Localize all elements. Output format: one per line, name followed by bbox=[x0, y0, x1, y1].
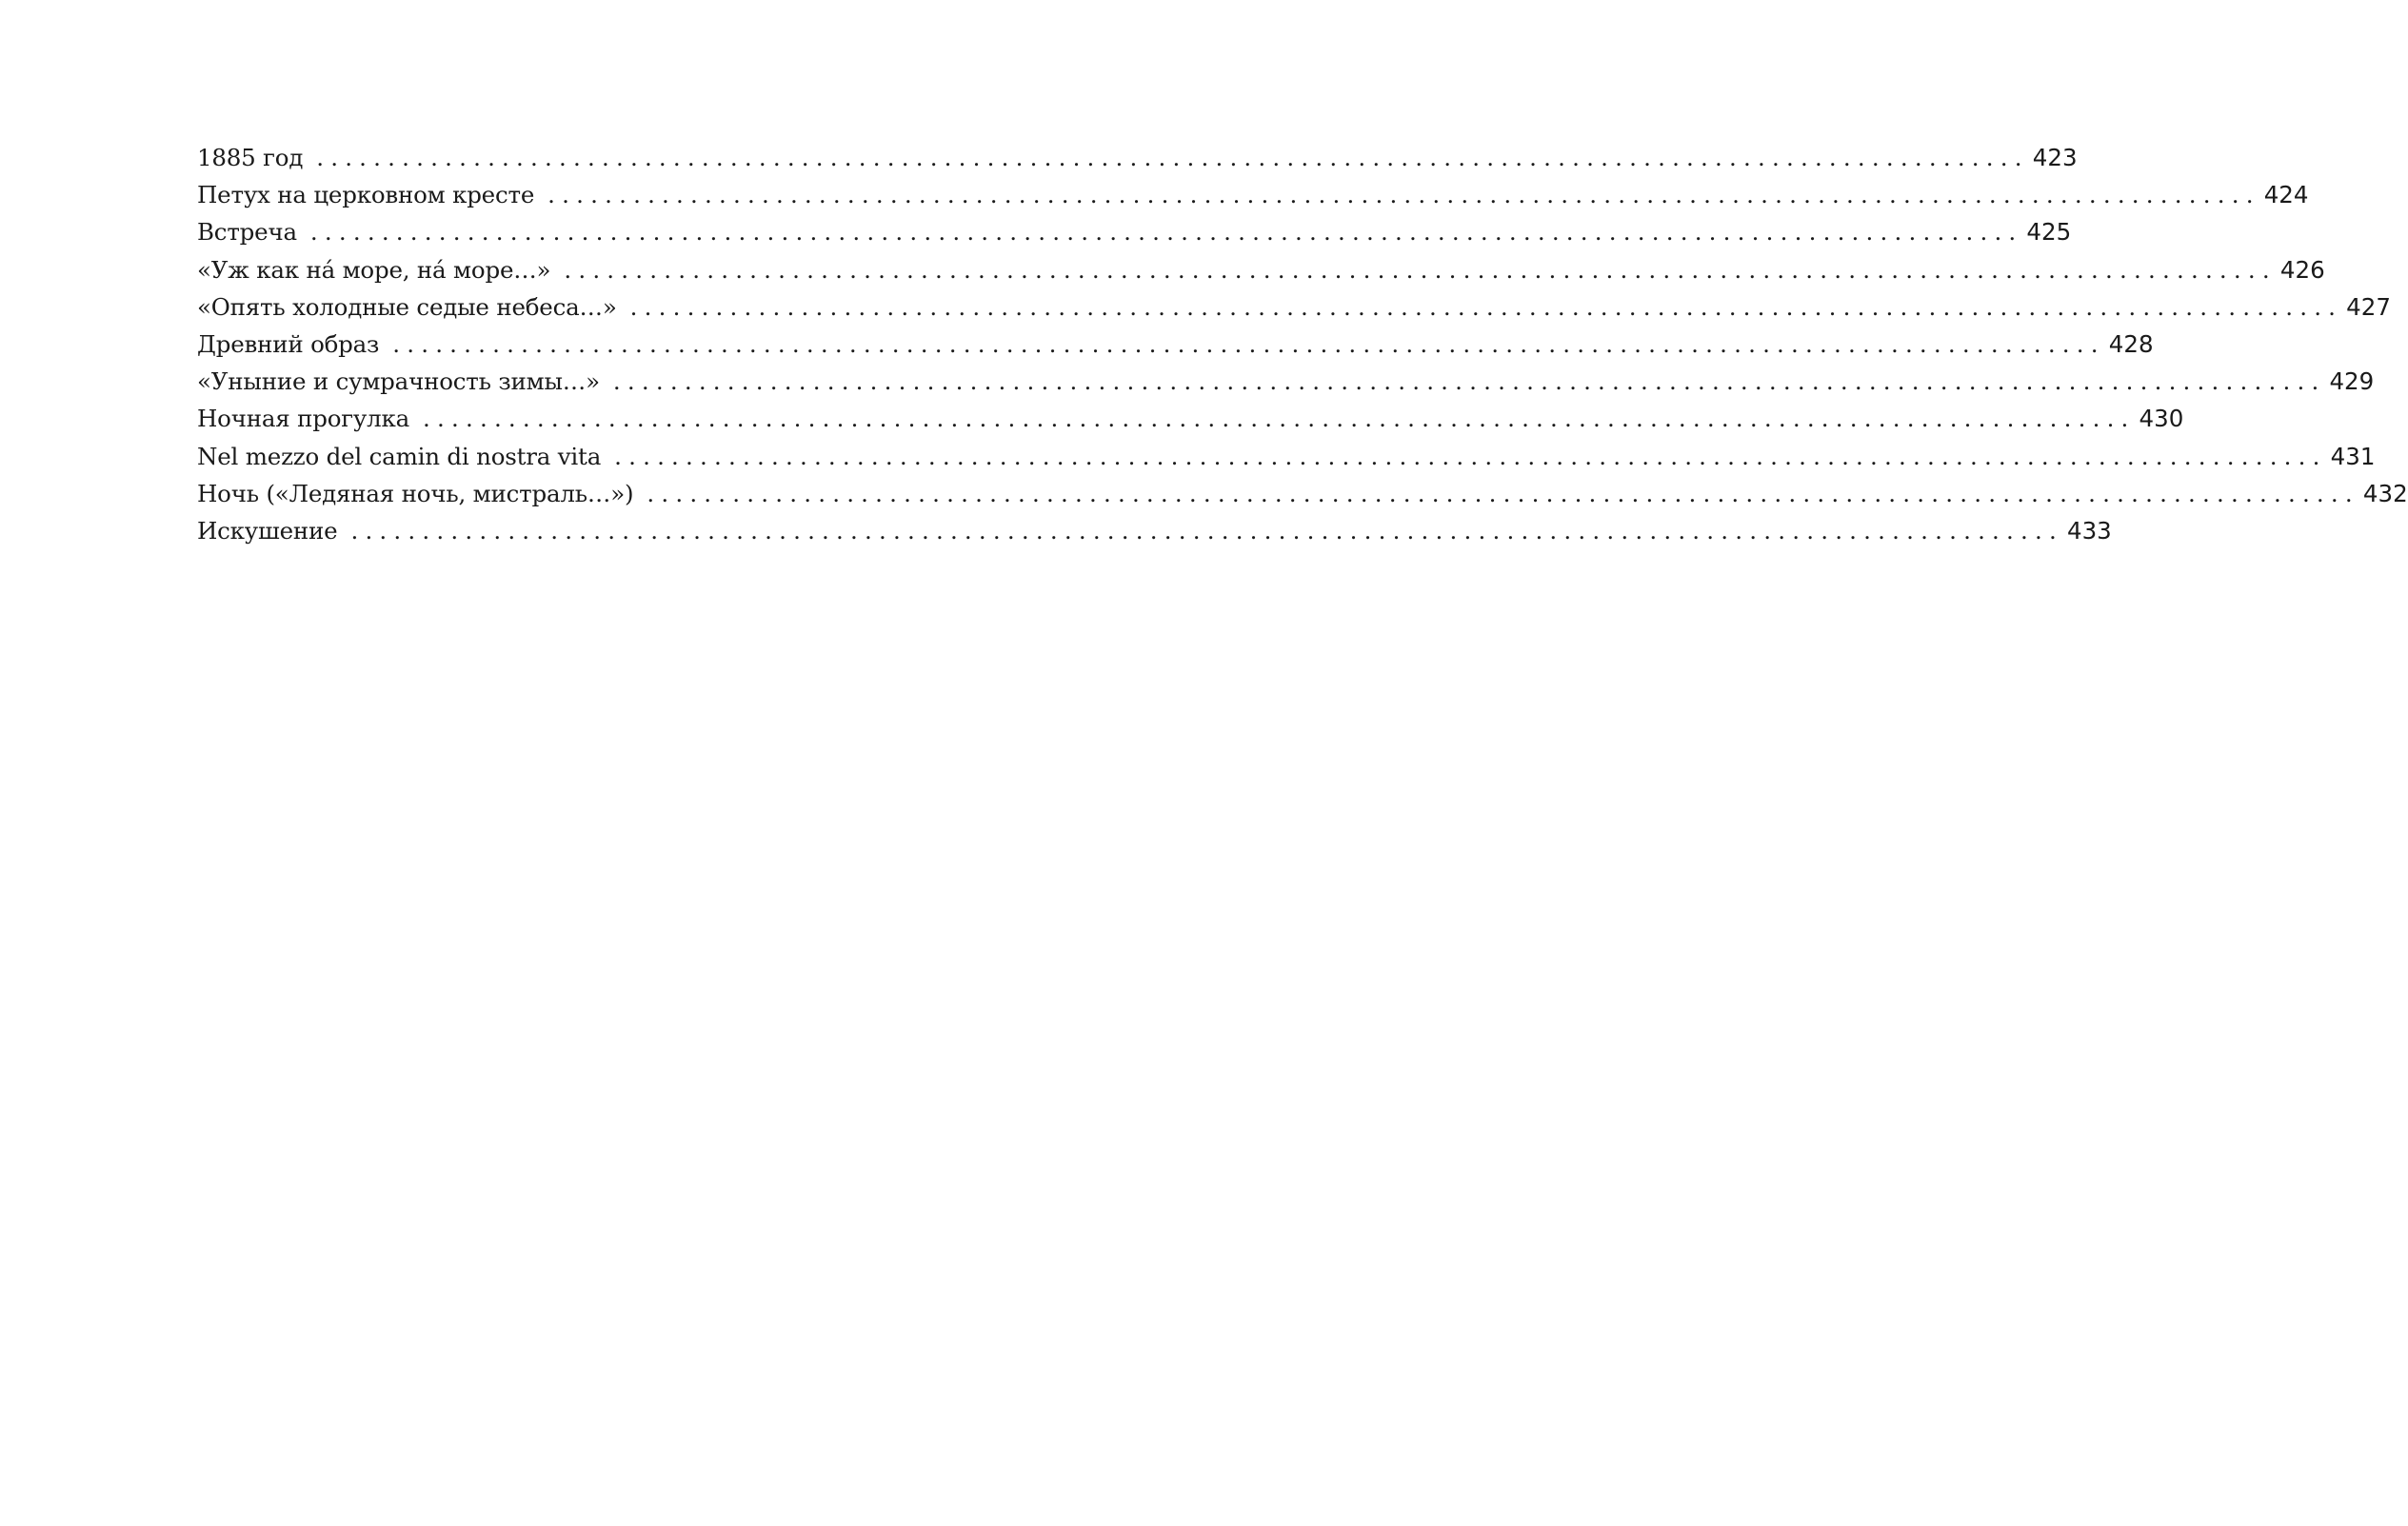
toc-entry-page: 425 bbox=[2026, 218, 2072, 247]
toc-entry bbox=[197, 251, 2325, 288]
toc-entry-title: «Опять холодные седые небеса…» bbox=[197, 292, 617, 321]
toc-entry-title: Древний образ bbox=[197, 329, 380, 358]
toc-entry-page: 427 bbox=[2346, 292, 2391, 321]
toc-entry-page: 423 bbox=[2032, 144, 2078, 171]
toc-entry-page: 433 bbox=[2067, 516, 2112, 545]
dot-leader: ........................................................................................................................ bbox=[316, 144, 2029, 171]
dot-leader: ........................................................................................................................ bbox=[564, 255, 2277, 284]
toc-entry-title: Встреча bbox=[197, 218, 297, 247]
toc-entry bbox=[197, 213, 2072, 250]
toc-entry bbox=[197, 438, 2376, 475]
dot-leader: ........................................................................................................................ bbox=[350, 516, 2063, 545]
toc-entry-page: 424 bbox=[2263, 181, 2309, 209]
toc-entry bbox=[197, 475, 2408, 512]
toc-entry-page: 431 bbox=[2330, 442, 2376, 470]
toc-entry-page: 426 bbox=[2279, 255, 2325, 284]
toc-entry bbox=[197, 139, 2078, 176]
toc-entry bbox=[197, 400, 2184, 437]
toc-entry bbox=[197, 363, 2375, 400]
toc-entry bbox=[197, 512, 2112, 549]
toc-entry-page: 430 bbox=[2139, 405, 2184, 433]
toc-entry-title: Ночь («Ледяная ночь, мистраль…») bbox=[197, 479, 634, 507]
toc-entry-title: Nel mezzo del camin di nostra vita bbox=[197, 442, 602, 470]
toc-entry-page: 429 bbox=[2329, 367, 2375, 396]
toc-entry-title: Петух на церковном кресте bbox=[197, 181, 535, 209]
dot-leader: ........................................................................................................................ bbox=[547, 181, 2260, 209]
toc-entry-page: 432 bbox=[2362, 479, 2408, 507]
dot-leader: ........................................................................................................................ bbox=[612, 367, 2326, 396]
dot-leader: ........................................................................................................................ bbox=[629, 292, 2343, 321]
dot-leader: ........................................................................................................................ bbox=[647, 479, 2359, 507]
dot-leader: ........................................................................................................................ bbox=[309, 218, 2023, 247]
toc-entry-title: Ночная прогулка bbox=[197, 405, 409, 433]
dot-leader: ........................................................................................................................ bbox=[614, 442, 2327, 470]
toc-entry-page: 428 bbox=[2108, 329, 2154, 358]
dot-leader: ........................................................................................................................ bbox=[423, 405, 2136, 433]
toc-entry-title: «Уныние и сумрачность зимы…» bbox=[197, 367, 600, 396]
toc-entry-title: «Уж как нá море, нá море…» bbox=[197, 255, 551, 284]
toc-entry-title: 1885 год bbox=[197, 144, 304, 171]
toc-entry bbox=[197, 288, 2391, 326]
table-of-contents bbox=[197, 139, 2408, 549]
dot-leader: ........................................................................................................................ bbox=[392, 329, 2105, 358]
toc-entry bbox=[197, 326, 2154, 363]
toc-entry-title: Искушение bbox=[197, 516, 338, 545]
toc-entry bbox=[197, 176, 2309, 213]
